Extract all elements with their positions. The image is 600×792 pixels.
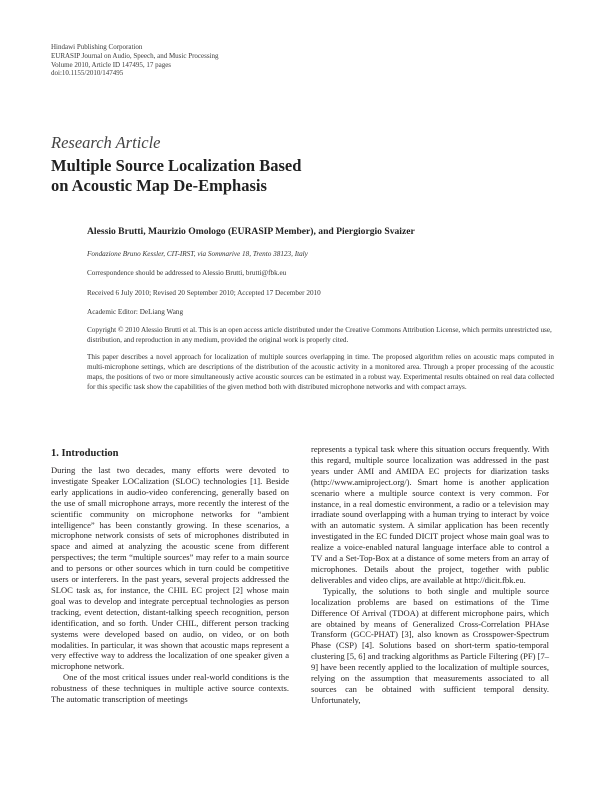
- abstract: This paper describes a novel approach for localization of multiple sources overlapping in time. The proposed algorithm relies on acoustic maps computed in multi-microphone settings, which are descriptions of the distribution of the acoustic activity in a monitored area. Through a proper processing of the acoustic maps, the positions of two or more simultaneously active acoustic sources can be estimated in a robust way. Experimental results obtained on real data collected for this specific task show the capabilities of the given method both with distributed microphone networks and with compact arrays.: [87, 353, 554, 391]
- journal-name: EURASIP Journal on Audio, Speech, and Music Processing: [51, 51, 219, 60]
- section-heading-introduction: 1. Introduction: [51, 448, 119, 459]
- correspondence: Correspondence should be addressed to Alessio Brutti, brutti@fbk.eu: [87, 269, 287, 277]
- author-list: Alessio Brutti, Maurizio Omologo (EURASIP Member), and Piergiorgio Svaizer: [87, 226, 415, 237]
- doi-link[interactable]: doi:10.1155/2010/147495: [51, 69, 124, 78]
- right-column: [311, 444, 549, 706]
- paragraph: represents a typical task where this situation occurs frequently. With this regard, multiple source localization was addressed in the past years under AMI and AMIDA EC projects for diarization tasks (http://www.amiproject.org/). Smart home is another application scenario where a multiple source context is very common. For instance, in a real domestic environment, a radio or a television may irradiate sound overlapping with a human trying to interact by voice with an automatic system. A similar application has been recently investigated in the EC funded DICIT project whose main goal was to realize a voice-enabled natural language interface able to control a TV and a Set-Top-Box at a distance of some meters from an array of microphones. Details about the project, together with public deliverables and video clips, are available at http://dicit.fbk.eu.: [311, 444, 549, 585]
- article-title: [51, 156, 301, 196]
- paragraph: Typically, the solutions to both single and multiple source localization problems are based on estimations of the Time Difference Of Arrival (TDOA) at different microphone pairs, which are obtained by means of Generalized Cross-Correlation PHAse Transform (GCC-PHAT) [3], also known as Crosspower-Spectrum Phase (CSP) [4]. Solutions based on short-term spatio-temporal clustering [5, 6] and tracking algorithms as Particle Filtering (PF) [7–9] have been recently applied to the localization of multiple sources, relying on the assumption that measurements associated to all sources can be obtained with sufficient temporal density. Unfortunately,: [311, 585, 549, 705]
- title-line-1: Multiple Source Localization Based: [51, 156, 302, 175]
- paragraph: One of the most critical issues under real-world conditions is the robustness of these techniques in multiple active source contexts. The automatic transcription of meetings: [51, 672, 289, 705]
- paragraph: During the last two decades, many efforts were devoted to investigate Speaker LOCalization (SLOC) technologies [1]. Beside early applications in audio-video conferencing, generally based on the use of small microphone arrays, more recently the interest of the scientific community on microphone networks for “ambient intelligence” has been constantly growing. In these scenarios, a microphone network consists of sets of microphones distributed in space and aimed at analyzing the acoustic scene from different perspectives; the term “multiple sources” may refer to a main source and to persons or other sources which in turn could be competitive users or interferers. In the past years, several projects addressed the SLOC task as, for instance, the CHIL EC project [2] whose main goal was to develop and integrate perceptual technologies as person tracking, event detection, distant-talking speech recognition, person identification, and so forth. Under CHIL, different person tracking systems were developed based on audio, on video, or on both modalities. In particular, it was shown that acoustic maps represent a very effective way to address the localization of one speaker given a microphone network.: [51, 465, 289, 672]
- article-type: Research Article: [51, 133, 161, 152]
- publisher-name: Hindawi Publishing Corporation: [51, 43, 143, 51]
- publication-dates: Received 6 July 2010; Revised 20 September 2010; Accepted 17 December 2010: [87, 289, 321, 297]
- volume-info: Volume 2010, Article ID 147495, 17 pages: [51, 60, 172, 69]
- left-column: [51, 465, 289, 705]
- title-line-2: on Acoustic Map De-Emphasis: [51, 176, 267, 195]
- journal-header: [51, 43, 219, 78]
- copyright-notice: Copyright © 2010 Alessio Brutti et al. This is an open access article distributed under the Creative Commons Attribution License, which permits unrestricted use, distribution, and reproduction in any medium, provided the original work is properly cited.: [87, 326, 552, 344]
- affiliation: Fondazione Bruno Kessler, CIT-IRST, via Sommarive 18, Trento 38123, Italy: [87, 250, 308, 258]
- academic-editor: Academic Editor: DeLiang Wang: [87, 308, 184, 316]
